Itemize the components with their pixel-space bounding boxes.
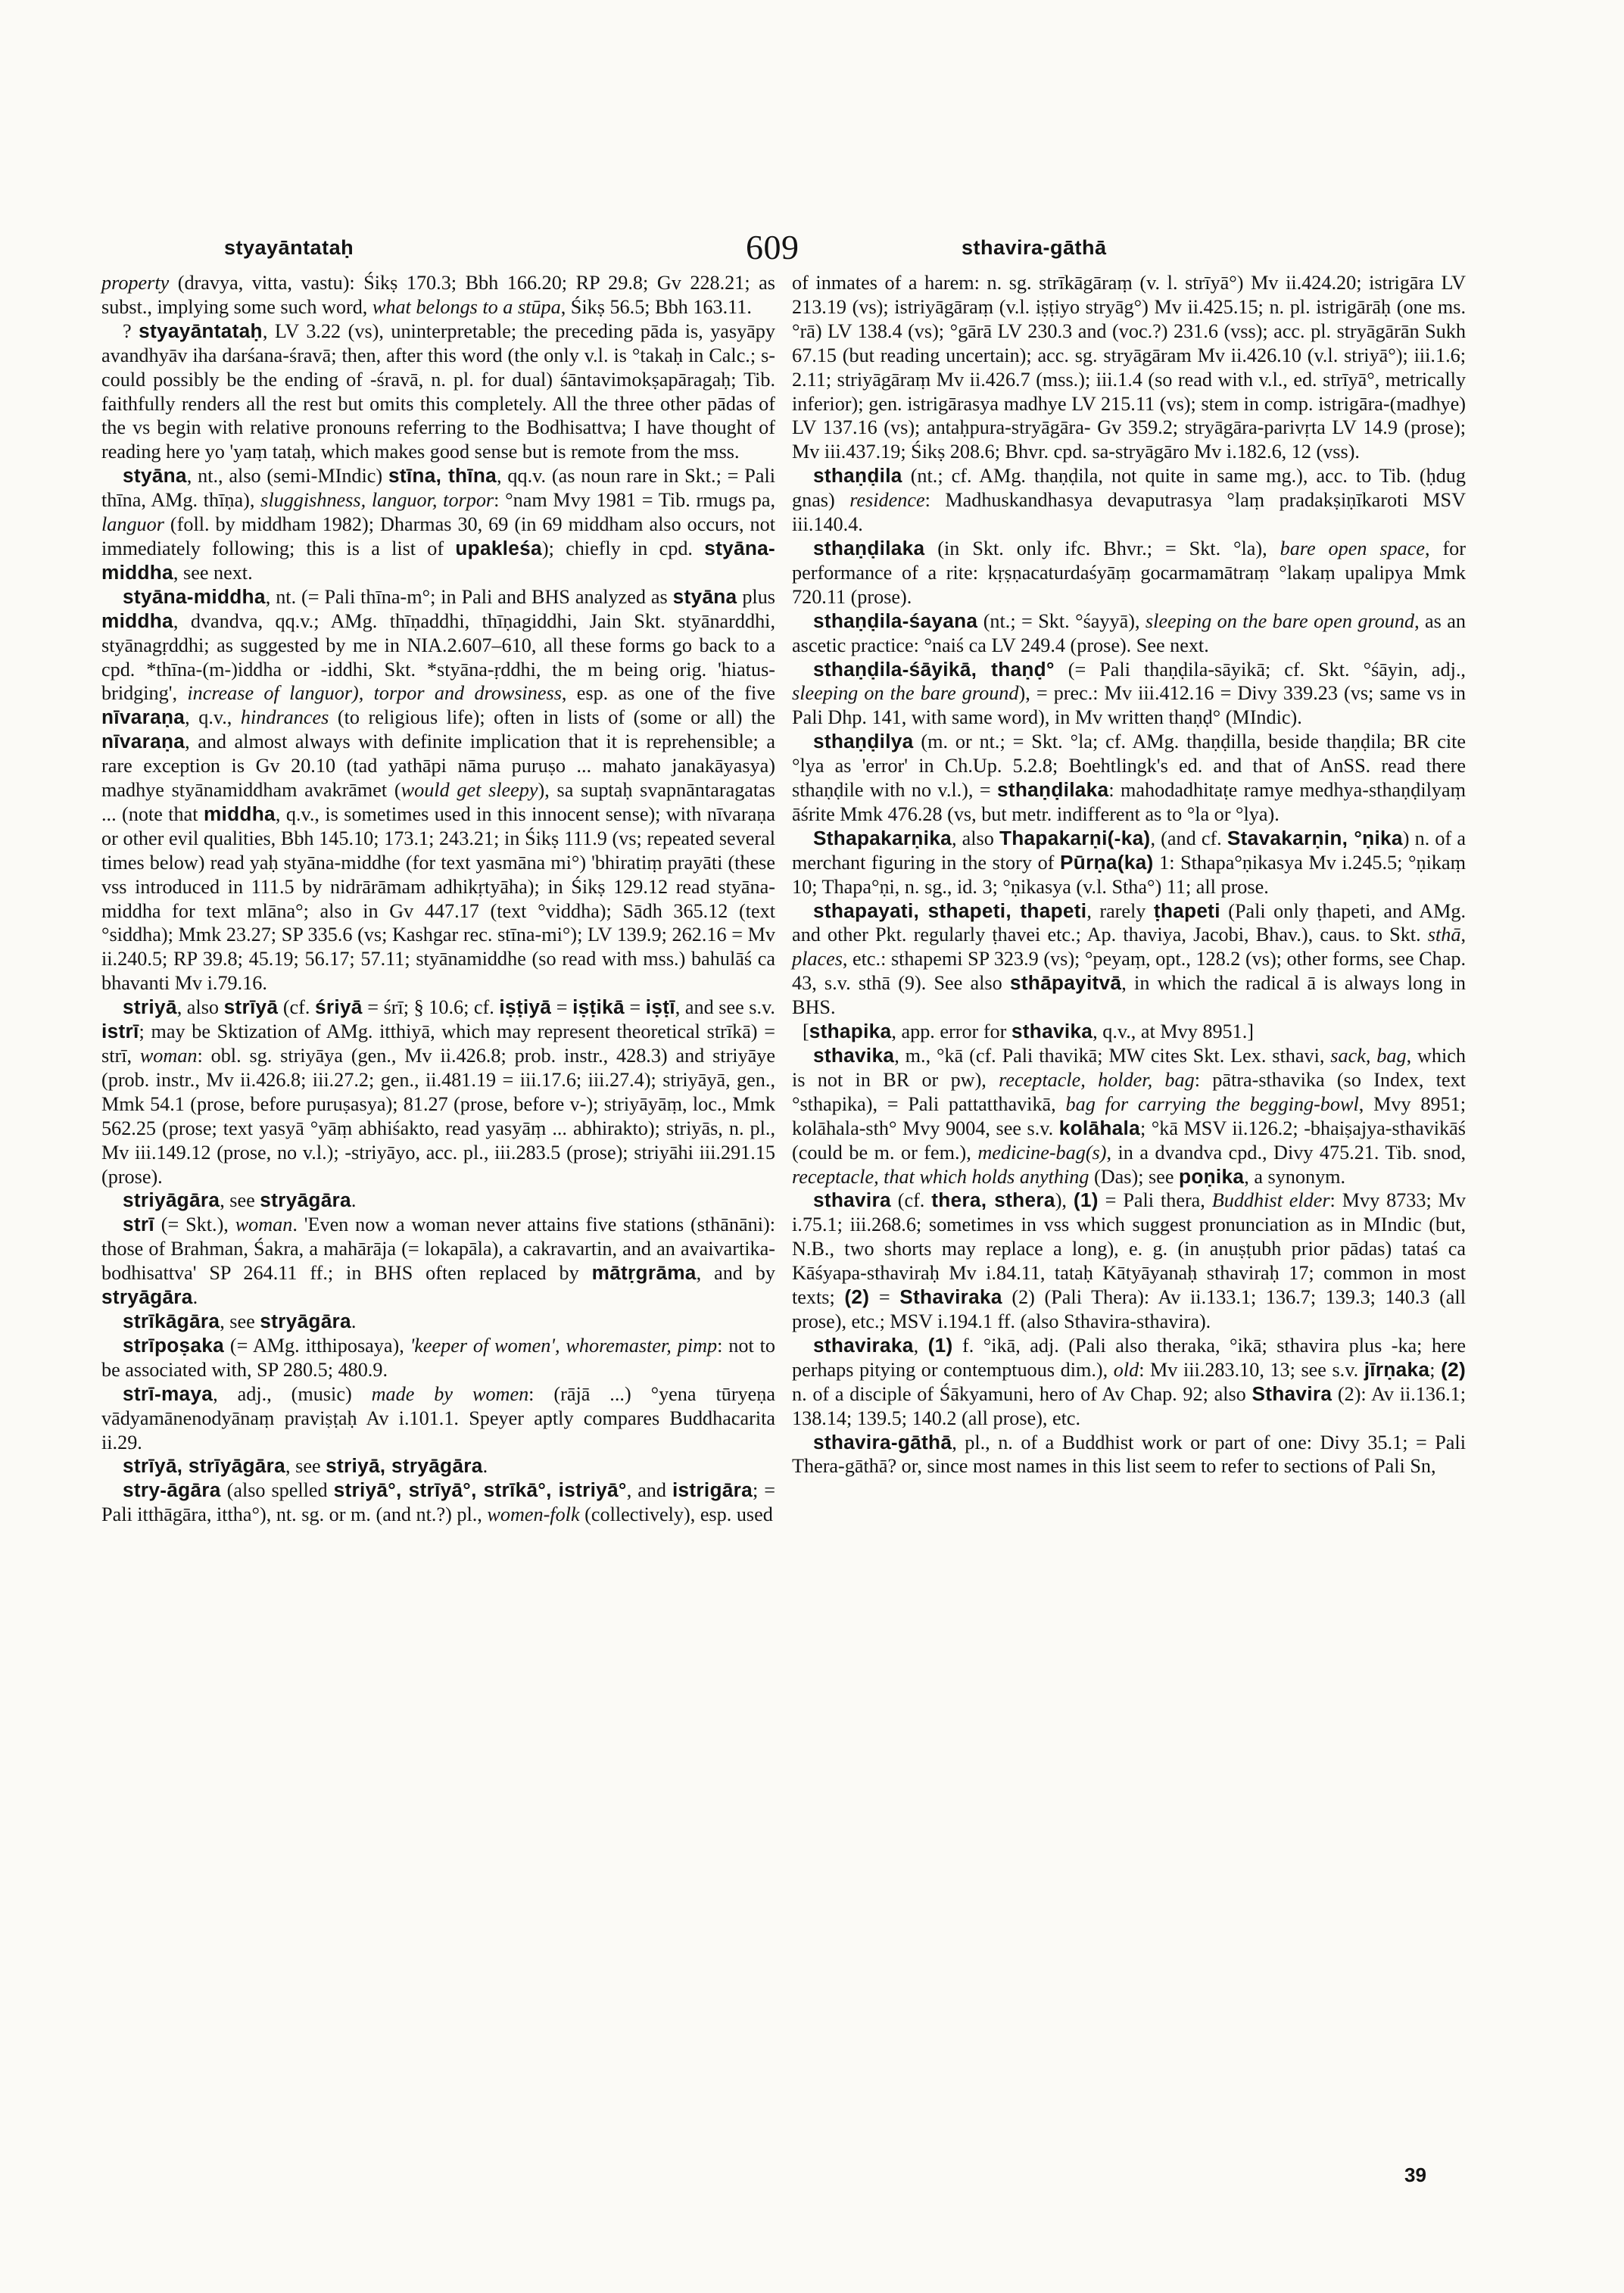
entry-text: . bbox=[192, 1286, 198, 1309]
headword: strīkāgāra bbox=[123, 1309, 220, 1332]
headword: middha bbox=[101, 609, 173, 632]
entry-text: , and almost always with definite implication that it is reprehensible; a rare exception is Gv 20.10 (tad yathāpi nāma puruṣo ... mahato janakāyasya) madhye styānamiddham avakrāmet ( bbox=[101, 731, 775, 802]
running-head-right: sthavira-gāthā bbox=[962, 236, 1107, 259]
entry-text: (in Skt. only ifc. Bhvr.; = Skt. °la), bbox=[924, 537, 1280, 559]
entry-text: ); chiefly in cpd. bbox=[541, 537, 705, 559]
headword: striyā, stryāgāra bbox=[326, 1454, 483, 1478]
entry-text: [ bbox=[803, 1020, 809, 1043]
entry-text: (cf. bbox=[278, 996, 315, 1019]
entry-text: : Mvy 8733; Mv i.75.1; iii.268.6; sometimes in vss which suggest pronunciation as in MIndic (but, N.B., two shorts may replace a long), e. g. (in anuṣṭubh prior pādas) tataś ca Kāśyapa-sthaviraḥ Mv i.84.11, tataḥ Kātyāyanaḥ sthaviraḥ 17; common in most texts; bbox=[792, 1189, 1466, 1309]
entry-text: (collectively), esp. used bbox=[579, 1503, 773, 1526]
headword: sthaṇḍila bbox=[813, 464, 902, 488]
entry-text: : Mv iii.283.10, 13; see s.v. bbox=[1139, 1358, 1364, 1381]
entry-text: ; = Pali itthāgāra, ittha°), nt. sg. or m. (and nt.?) pl., bbox=[101, 1479, 776, 1526]
entry-text: , q.v., at Mvy 8951.] bbox=[1093, 1020, 1254, 1043]
headword: nīvaraṇa bbox=[101, 730, 185, 753]
entry-text: , bbox=[913, 1334, 928, 1357]
entry-text: , see bbox=[220, 1310, 260, 1332]
entry-text: ), sa suptaḥ svapnāntaragatas ... (note that bbox=[101, 779, 775, 825]
gloss: languor bbox=[101, 513, 164, 536]
entry-text: , qq.v. (as noun rare in Skt.; = Pali thīna, AMg. thīṇa), bbox=[101, 465, 775, 512]
entry-text: : pātra-sthavika (so Index, text °sthapika), = Pali pattatthavikā, bbox=[792, 1068, 1466, 1115]
dictionary-entry bbox=[792, 899, 1466, 1020]
headword: istrī bbox=[101, 1020, 139, 1043]
entry-text: , m., °kā (cf. Pali thavikā; MW cites Skt. Lex. sthavi, bbox=[894, 1045, 1331, 1067]
entry-text: (to religious life); often in lists of (some or all) the bbox=[329, 706, 775, 729]
headword: stryāgāra bbox=[101, 1285, 193, 1309]
gloss: bag for carrying the begging-bowl bbox=[1065, 1092, 1359, 1115]
headword: mātṛgrāma bbox=[591, 1261, 697, 1285]
entry-text: , for performance of a rite: kṛṣṇacaturdaśyāṃ gocarmamātraṃ °lakaṃ upalipya Mmk 720.11 (prose). bbox=[792, 537, 1466, 608]
headword: (2) bbox=[844, 1285, 870, 1309]
headword: styāna bbox=[672, 584, 737, 608]
entry-text: , q.v., is sometimes used in this innocent sense); with nīvaraṇa or other evil qualities, Bbh 145.10; 173.1; 243.21; in Śikṣ 111.9 (vs; repeated several times below) read yaḥ styāna-middhe (for text yasmāna mi°) 'bhiratiṃ prayāti (these vss introduced in 111.5 by nidrārāmam adhikṛtyāha); in Śikṣ 129.12 read styāna-middha for text mlāna°; also in Gv 447.17 (text °viddha); Sādh 365.12 (text °siddha); Mmk 23.27; SP 335.6 (vs; Kashgar rec. stīna-mi°); LV 139.9; 262.16 = Mv ii.240.5; RP 39.8; 45.19; 56.17; 57.11; styānamiddhe (so read with mss.) bahulāś ca bhavanti Mv i.79.16. bbox=[101, 802, 775, 995]
gloss: old bbox=[1113, 1358, 1139, 1381]
entry-text: (foll. by middham 1982); Dharmas 30, 69 (in 69 middham also occurs, not immediately following; this is a list of bbox=[101, 513, 775, 559]
entry-text: , bbox=[1460, 924, 1466, 946]
entry-text: ; bbox=[1429, 1358, 1442, 1381]
headword: Sthapakarṇika bbox=[813, 826, 952, 849]
headword: striyā bbox=[123, 995, 177, 1019]
dictionary-entry bbox=[792, 537, 1466, 609]
entry-text: 1: Sthapa°ṇikasya Mv i.245.5; °ṇikaṃ 10; Thapa°ṇi, n. sg., id. 3; °ṇikasya (v.l. Stha°) 11; all prose. bbox=[792, 851, 1466, 898]
gloss: Buddhist elder bbox=[1211, 1189, 1330, 1212]
dictionary-entry bbox=[792, 1044, 1466, 1189]
dictionary-entry bbox=[792, 1020, 1466, 1044]
entry-text: . bbox=[351, 1189, 357, 1212]
gloss: sleeping on the bare ground bbox=[792, 682, 1019, 705]
headword: sthapika bbox=[809, 1020, 892, 1043]
dictionary-entry bbox=[101, 995, 775, 1189]
headword: styāna-middha bbox=[123, 584, 266, 608]
dictionary-entry bbox=[792, 658, 1466, 731]
entry-text: , a synonym. bbox=[1244, 1165, 1346, 1188]
headword: strī-maya bbox=[123, 1382, 214, 1405]
dictionary-entry bbox=[792, 827, 1466, 899]
gloss: woman bbox=[139, 1045, 198, 1067]
dictionary-entry bbox=[101, 1213, 775, 1310]
gloss: places bbox=[792, 948, 843, 970]
dictionary-entry bbox=[101, 1382, 775, 1455]
entry-text: (also spelled bbox=[220, 1479, 334, 1502]
entry-text: ; °kā MSV ii.126.2; -bhaiṣajya-sthavikāś (could be m. or fem.), bbox=[792, 1117, 1466, 1164]
headword: styāna bbox=[123, 464, 187, 488]
entry-text: , dvandva, qq.v.; AMg. thīṇaddhi, thīṇagiddhi, Jain Skt. styānarddhi, styānagṛddhi; as suggested by me in NIA.2.607–610, all these forms go back to a cpd. *thīna-(m-)iddha or -iddhi, Skt. *styāna-ṛddhi, the m being orig. 'hiatus-bridging', bbox=[101, 609, 775, 705]
entry-text: , as an ascetic practice: °naiś ca LV 249.4 (prose). See next. bbox=[792, 609, 1466, 656]
entry-text: , app. error for bbox=[891, 1020, 1011, 1043]
headword: strīyā bbox=[223, 995, 279, 1019]
entry-text: (2): Av ii.136.1; 138.14; 139.5; 140.2 (all prose), etc. bbox=[792, 1382, 1466, 1429]
entry-text: , pl., n. of a Buddhist work or part of one: Divy 35.1; = Pali Thera-gāthā? or, since most names in this list seem to refer to sections of Pali Sn, bbox=[792, 1431, 1466, 1478]
headword: styayāntataḥ bbox=[139, 319, 263, 342]
gloss: sluggishness, languor, torpor bbox=[260, 489, 494, 512]
entry-text: , which is not in BR or pw), bbox=[792, 1045, 1466, 1091]
headword: strīpoṣaka bbox=[123, 1333, 225, 1357]
gloss: sack, bag bbox=[1330, 1045, 1407, 1067]
entry-text: : obl. sg. striyāya (gen., Mv ii.426.8; prob. instr., 428.3) and striyāye (prob. instr., Mv ii.426.8; iii.27.2; gen., ii.481.19 = iii.17.6; iii.27.4); striyāyā, gen., Mmk 54.1 (prose, before puruṣasya); 81.27 (prose, before v-); striyāyāṃ, loc., Mmk 562.25 (prose; text yasyā °yāṃ abhiśakto, read yasyāṃ ... abhirakto); striyās, n. pl., Mv iii.149.12 (prose, no v.l.); -striyāyo, acc. pl., iii.283.5 (prose); striyāhi iii.291.15 (prose). bbox=[101, 1045, 776, 1188]
entry-text: ) n. of a merchant figuring in the story of bbox=[792, 827, 1466, 874]
entry-text: , q.v., bbox=[185, 706, 241, 729]
dictionary-entry bbox=[101, 1454, 775, 1478]
entry-text: , also bbox=[176, 996, 224, 1019]
gloss: made by women bbox=[371, 1382, 529, 1405]
entry-text: (= Skt.), bbox=[154, 1213, 235, 1236]
gloss: receptacle, holder, bag bbox=[999, 1068, 1195, 1091]
headword: śriyā bbox=[315, 995, 363, 1019]
headword: sthaṇḍila-śayana bbox=[813, 609, 978, 632]
headword: sthavira bbox=[813, 1189, 891, 1212]
headword: nīvaraṇa bbox=[101, 706, 185, 729]
headword: sthaṇḍila-śāyikā, thaṇḍ° bbox=[813, 657, 1055, 681]
entry-text: ; may be Sktization of AMg. itthiyā, which may represent theoretical strīkā) = strī, bbox=[101, 1020, 775, 1067]
headword: thera, sthera bbox=[931, 1189, 1055, 1212]
entry-text: = bbox=[551, 996, 573, 1019]
gloss: property bbox=[101, 272, 170, 294]
entry-text: ), = prec.: Mv iii.412.16 = Divy 339.23 (vs; same vs in Pali Dhp. 141, with same word), in Mv written thaṇḍ° (MIndic). bbox=[792, 682, 1466, 729]
entry-text: (dravya, vitta, vastu): Śikṣ 170.3; Bbh 166.20; RP 29.8; Gv 228.21; as subst., implying some such word, bbox=[101, 272, 775, 318]
headword: Thapakarṇi(-ka) bbox=[999, 826, 1151, 849]
headword: sthāpayitvā bbox=[1009, 971, 1122, 995]
entry-text: (m. or nt.; = Skt. °la; cf. AMg. thaṇḍilla, beside thaṇḍila; BR cite °lya as 'error' in Ch.Up. 5.2.8; Boehtlingk's ed. and that of AnSS. read there sthaṇḍile with no v.l.), = bbox=[792, 731, 1466, 802]
headword: strī bbox=[123, 1213, 154, 1236]
entry-text: , in which the radical ā is always long in BHS. bbox=[792, 972, 1466, 1019]
headword: iṣṭikā bbox=[572, 995, 625, 1019]
gloss: sleeping on the bare open ground bbox=[1145, 609, 1415, 632]
headword: striyāgāra bbox=[123, 1189, 220, 1212]
entry-text: , esp. as one of the five bbox=[561, 682, 775, 705]
dictionary-entry bbox=[792, 271, 1466, 464]
headword: sthaṇḍilya bbox=[813, 730, 914, 753]
dictionary-entry bbox=[101, 271, 775, 319]
dictionary-entry bbox=[792, 609, 1466, 658]
dictionary-entry bbox=[792, 464, 1466, 537]
headword: upakleśa bbox=[455, 536, 542, 559]
entry-text: plus bbox=[737, 585, 775, 608]
entry-text: : Madhuskandhasya devaputrasya °laṃ pradakṣiṇīkaroti MSV iii.140.4. bbox=[792, 489, 1466, 536]
headword: sthavika bbox=[813, 1044, 895, 1067]
entry-text: , see bbox=[220, 1189, 260, 1212]
headword: sthaṇḍilaka bbox=[813, 536, 925, 559]
gloss: medicine-bag(s) bbox=[977, 1141, 1107, 1164]
page-number: 609 bbox=[746, 228, 800, 266]
entry-text: = śrī; § 10.6; cf. bbox=[362, 996, 500, 1019]
dictionary-entry bbox=[101, 585, 775, 995]
headword: jīrṇaka bbox=[1364, 1357, 1430, 1381]
headword: istrigāra bbox=[672, 1478, 753, 1502]
headword: (1) bbox=[927, 1333, 953, 1357]
entry-text: (nt.; = Skt. °śayyā), bbox=[977, 609, 1146, 632]
headword: poṇika bbox=[1179, 1164, 1245, 1188]
entry-text: ? bbox=[123, 319, 139, 342]
dictionary-entry bbox=[101, 1334, 775, 1382]
entry-text: , and see s.v. bbox=[675, 996, 775, 1019]
entry-text: : °nam Mvy 1981 = Tib. rmugs pa, bbox=[494, 489, 775, 512]
entry-text: (= Pali thaṇḍila-sāyikā; cf. Skt. °śāyin, adj., bbox=[1054, 658, 1466, 681]
headword: kolāhala bbox=[1058, 1116, 1140, 1139]
right-column bbox=[792, 271, 1466, 1478]
entry-text: , Mvy 8951; kolāhala-sth° Mvy 9004, see s.v. bbox=[792, 1092, 1466, 1139]
dictionary-entry bbox=[792, 730, 1466, 827]
gloss: would get sleepy bbox=[401, 779, 538, 802]
headword: (1) bbox=[1073, 1189, 1099, 1212]
headword: iṣṭiyā bbox=[499, 995, 552, 1019]
headword: sthavira-gāthā bbox=[813, 1430, 952, 1453]
entry-text: , in a dvandva cpd., Divy 475.21. Tib. snod, bbox=[1106, 1141, 1466, 1164]
headword: sthaṇḍilaka bbox=[996, 778, 1109, 802]
running-head-left: styayāntataḥ bbox=[224, 236, 354, 259]
gloss: what belongs to a stūpa bbox=[372, 295, 561, 318]
entry-text: , adj., (music) bbox=[213, 1382, 372, 1405]
entry-text: (Das); see bbox=[1089, 1165, 1180, 1188]
gloss: 'keeper of women', whoremaster, pimp bbox=[410, 1334, 718, 1357]
entry-text: , rarely bbox=[1086, 899, 1154, 922]
gloss: receptacle, that which holds anything bbox=[792, 1165, 1089, 1188]
headword: (2) bbox=[1441, 1357, 1466, 1381]
headword: Sthaviraka bbox=[899, 1285, 1002, 1309]
entry-text: : not to be associated with, SP 280.5; 480.9. bbox=[101, 1334, 775, 1381]
entry-text: , nt., also (semi-MIndic) bbox=[186, 465, 388, 488]
headword: strīyā, strīyāgāra bbox=[123, 1454, 286, 1478]
entry-text: , nt. (= Pali thīna-m°; in Pali and BHS analyzed as bbox=[265, 585, 673, 608]
gloss: increase of languor), torpor and drowsiness bbox=[187, 682, 562, 705]
headword: iṣṭī bbox=[645, 995, 675, 1019]
gloss: hindrances bbox=[240, 706, 329, 729]
entry-text: . bbox=[482, 1455, 488, 1478]
dictionary-entry bbox=[101, 464, 775, 585]
headword: sthavika bbox=[1011, 1020, 1093, 1043]
headword: Stavakarṇin, °ṇika bbox=[1227, 826, 1403, 849]
headword: stryāgāra bbox=[260, 1189, 351, 1212]
gloss: bare open space bbox=[1280, 537, 1425, 559]
gloss: women-folk bbox=[487, 1503, 580, 1526]
headword: ṭhapeti bbox=[1153, 899, 1220, 922]
entry-text: (= AMg. itthiposaya), bbox=[224, 1334, 410, 1357]
entry-text: (2) (Pali Thera): Av ii.133.1; 136.7; 139.3; 140.3 (all prose), etc.; MSV i.194.1 ff. (also Sthavira-sthavira). bbox=[792, 1286, 1466, 1332]
dictionary-entry bbox=[792, 1189, 1466, 1333]
entry-text: . bbox=[351, 1310, 357, 1332]
entry-text: , also bbox=[951, 827, 999, 849]
entry-text: n. of a disciple of Śākyamuni, hero of Av Chap. 92; also bbox=[792, 1382, 1252, 1405]
headword: sthapayati, sthapeti, thapeti bbox=[813, 899, 1087, 922]
dictionary-entry bbox=[101, 1310, 775, 1334]
headword: Pūrṇa(ka) bbox=[1060, 850, 1154, 874]
entry-text: (Pali only ṭhapeti, and AMg. and other Pkt. regularly ṭhavei etc.; Ap. thaviya, Jacobi, Bhav.), caus. to Skt. bbox=[792, 899, 1467, 946]
entry-text: , LV 3.22 (vs), uninterpretable; the preceding pāda is, yasyāpy avandhyāv iha darśana-śravā; then, after this word (the only v.l. is °takaḥ in Calc.; s- could possibly be the ending of -śravā, n. pl. for dual) śāntavimokṣapāragaḥ; Tib. faithfully renders all the rest but omits this completely. All the three other pādas of the vs begin with relative pronouns referring to the Bodhisattva; I have thought of reading here yo 'yaṃ tataḥ, which makes good sense but is remote from the mss. bbox=[101, 319, 775, 463]
entry-text: (cf. bbox=[890, 1189, 932, 1212]
gloss: sthā bbox=[1427, 924, 1461, 946]
dictionary-entry bbox=[792, 1431, 1466, 1479]
headword: stryāgāra bbox=[260, 1309, 351, 1332]
headword: stīna, thīna bbox=[388, 464, 497, 488]
headword: stry-āgāra bbox=[123, 1478, 221, 1502]
headword: sthaviraka bbox=[813, 1333, 914, 1357]
entry-text: , see bbox=[285, 1455, 326, 1478]
dictionary-entry bbox=[101, 1189, 775, 1213]
entry-text: , and bbox=[626, 1479, 672, 1502]
entry-text: f. °ikā, adj. (Pali also theraka, °ikā; sthavira plus -ka; here perhaps pitying or contemptuous dim.), bbox=[792, 1334, 1467, 1381]
gloss: residence bbox=[849, 489, 925, 512]
entry-text: , Śikṣ 56.5; Bbh 163.11. bbox=[560, 295, 752, 318]
left-column bbox=[101, 271, 775, 1527]
entry-text: . 'Even now a woman never attains five stations (sthānāni): those of Brahman, Śakra, a mahārāja (= lokapāla), a cakravartin, and an avaivartika-bodhisattva' SP 264.11 ff.; in BHS often replaced by bbox=[101, 1213, 775, 1285]
entry-text: ), bbox=[1055, 1189, 1074, 1212]
entry-text: , (and cf. bbox=[1150, 827, 1227, 849]
headword: striyā°, strīyā°, strīkā°, istriyā° bbox=[333, 1478, 627, 1502]
gloss: woman bbox=[235, 1213, 293, 1236]
dictionary-entry bbox=[101, 319, 775, 464]
dictionary-entry bbox=[792, 1334, 1466, 1431]
signature-mark: 39 bbox=[1404, 2164, 1426, 2186]
entry-text: = bbox=[624, 996, 646, 1019]
headword: Sthavira bbox=[1252, 1382, 1333, 1405]
entry-text: (nt.; cf. AMg. thaṇḍila, not quite in same mg.), acc. to Tib. (ḥdug gnas) bbox=[792, 465, 1466, 512]
entry-text: = Pali thera, bbox=[1098, 1189, 1212, 1212]
entry-text: : (rājā ...) °yena tūryeṇa vādyamānenodyānaṃ praviṣṭaḥ Av i.101.1. Speyer aptly compares Buddhacarita ii.29. bbox=[101, 1382, 775, 1453]
headword: styāna-middha bbox=[101, 536, 775, 584]
headword: middha bbox=[203, 802, 276, 825]
entry-text: , see next. bbox=[173, 561, 253, 584]
entry-text: : mahodadhitaṭe ramye medhya-sthaṇḍilyaṃ āśrite Mmk 476.28 (vs, but metr. indifferent as to °la or °lya). bbox=[792, 779, 1466, 825]
entry-text: = bbox=[869, 1286, 900, 1309]
entry-text: , etc.: sthapemi SP 323.9 (vs); °peyaṃ, opt., 128.2 (vs); other forms, see Chap. 43, s.v. sthā (9). See also bbox=[792, 948, 1466, 995]
dictionary-entry bbox=[101, 1478, 775, 1527]
entry-text: of inmates of a harem: n. sg. strīkāgāraṃ (v. l. strīyā°) Mv ii.424.20; istrigāra LV 213.19 (vs); istriyāgāraṃ (v.l. iṣṭiyo stryāg°) Mv ii.425.15; n. pl. istrigārāḥ (one ms. °rā) LV 138.4 (vs); °gārā LV 230.3 and (voc.?) 231.6 (vss); acc. pl. stryāgārān Sukh 67.15 (but reading uncertain); acc. sg. stryāgāram Mv ii.426.10 (v.l. striyā°); iii.1.6; 2.11; striyāgāraṃ Mv ii.426.7 (mss.); iii.1.4 (so read with v.l., ed. strīyā°, metrically inferior); gen. istrigārasya madhye LV 215.11 (vs); stem in comp. istrigāra-(madhye) LV 137.16 (vs); antaḥpura-stryāgāra- Gv 359.2; stryāgāra-parivṛta LV 14.9 (prose); Mv iii.437.19; Śikṣ 208.6; Bhvr. cpd. sa-stryāgāro Mv i.182.6, 12 (vss). bbox=[792, 272, 1466, 463]
entry-text: , and by bbox=[696, 1262, 775, 1285]
